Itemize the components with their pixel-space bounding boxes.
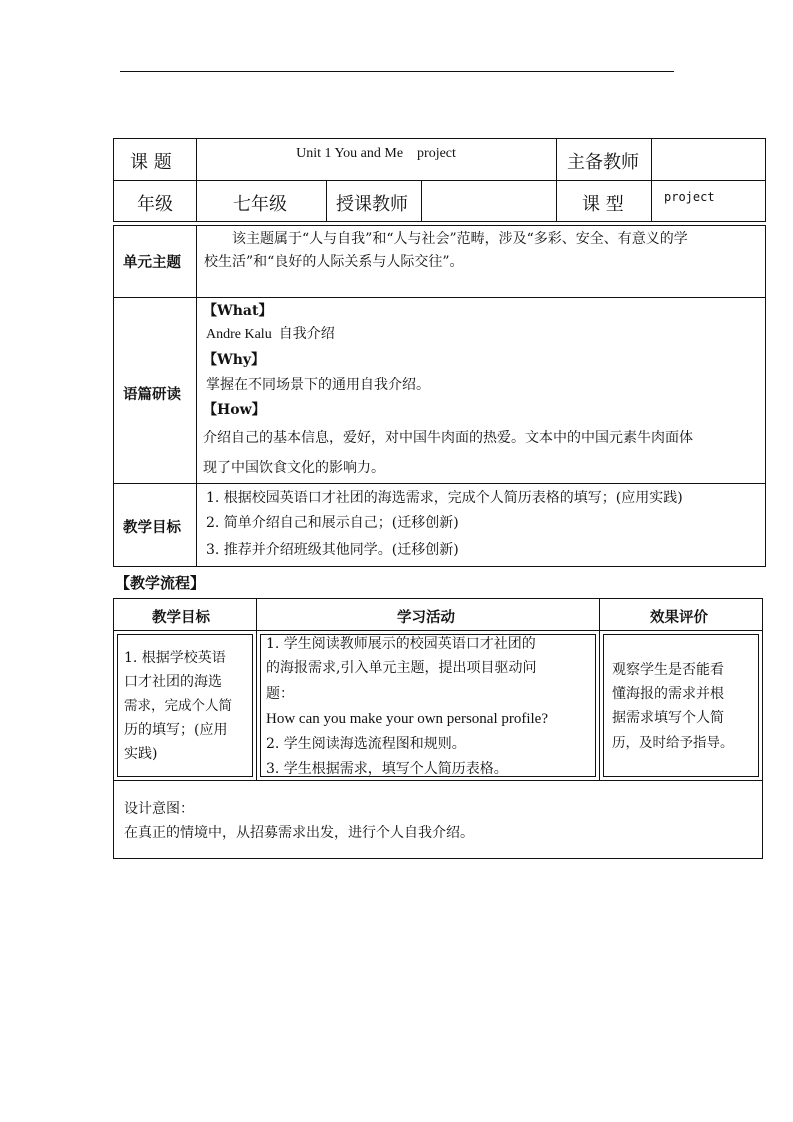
unit-theme-label: 单元主题 (123, 255, 181, 271)
unit-theme-line1: 该主题属于“人与自我”和“人与社会”范畴，涉及“多彩、安全、有意义的学 (232, 231, 688, 247)
goal-line: 历的填写；(应用 (124, 722, 228, 738)
col-eval-header: 效果评价 (650, 610, 708, 626)
col-activity-header: 学习活动 (397, 610, 455, 626)
topic-label: 课 题 (130, 152, 172, 173)
eval-line: 观察学生是否能看 (612, 662, 724, 678)
unit-theme-line2: 校生活”和“良好的人际关系与人际交往”。 (204, 254, 464, 270)
lesson-type-value: project (664, 190, 715, 204)
how-body-line2: 现了中国饮食文化的影响力。 (203, 460, 385, 476)
how-heading: 【How】 (203, 402, 266, 418)
activity-question: How can you make your own personal profile? (266, 711, 548, 727)
goal-line: 1. 根据学校英语 (124, 650, 226, 666)
why-body: 掌握在不同场景下的通用自我介绍。 (206, 377, 430, 393)
goal-line: 实践) (124, 746, 158, 762)
grade-label: 年级 (137, 194, 173, 215)
objective-3: 3. 推荐并介绍班级其他同学。(迁移创新) (206, 542, 459, 558)
activity-line: 2. 学生阅读海选流程图和规则。 (266, 736, 466, 752)
activity-line: 1. 学生阅读教师展示的校园英语口才社团的 (266, 636, 536, 652)
eval-line: 据需求填写个人简 (612, 710, 724, 726)
teacher-label: 授课教师 (336, 194, 408, 215)
activity-line: 3. 学生根据需求，填写个人简历表格。 (266, 761, 508, 777)
eval-line: 懂海报的需求并根 (612, 686, 724, 702)
activity-line: 题： (266, 686, 294, 702)
header-rule (120, 71, 674, 72)
what-body: Andre Kalu 自我介绍 (206, 327, 335, 342)
lead-teacher-label: 主备教师 (567, 152, 639, 173)
eval-line: 历，及时给予指导。 (612, 735, 734, 751)
grade-value: 七年级 (233, 194, 287, 215)
what-heading: 【What】 (203, 303, 273, 319)
activity-line: 的海报需求,引入单元主题，提出项目驱动问 (266, 660, 537, 676)
how-body-line1: 介绍自己的基本信息，爱好，对中国牛肉面的热爱。文本中的中国元素牛肉面体 (203, 430, 693, 446)
process-section-title: 【教学流程】 (115, 574, 206, 592)
text-study-label: 语篇研读 (123, 387, 181, 403)
objective-1: 1. 根据校园英语口才社团的海选需求，完成个人简历表格的填写；(应用实践) (206, 490, 683, 506)
objectives-label: 教学目标 (123, 520, 181, 536)
objective-2: 2. 简单介绍自己和展示自己；(迁移创新) (206, 515, 459, 531)
goal-line: 口才社团的海选 (124, 674, 222, 690)
design-intent-body: 在真正的情境中，从招募需求出发，进行个人自我介绍。 (124, 825, 474, 841)
design-intent-label: 设计意图： (124, 801, 194, 817)
col-goal-header: 教学目标 (152, 610, 210, 626)
goal-line: 需求，完成个人简 (124, 698, 232, 714)
lesson-type-label: 课 型 (582, 194, 624, 215)
why-heading: 【Why】 (203, 352, 266, 368)
topic-value: Unit 1 You and Me project (296, 146, 456, 161)
